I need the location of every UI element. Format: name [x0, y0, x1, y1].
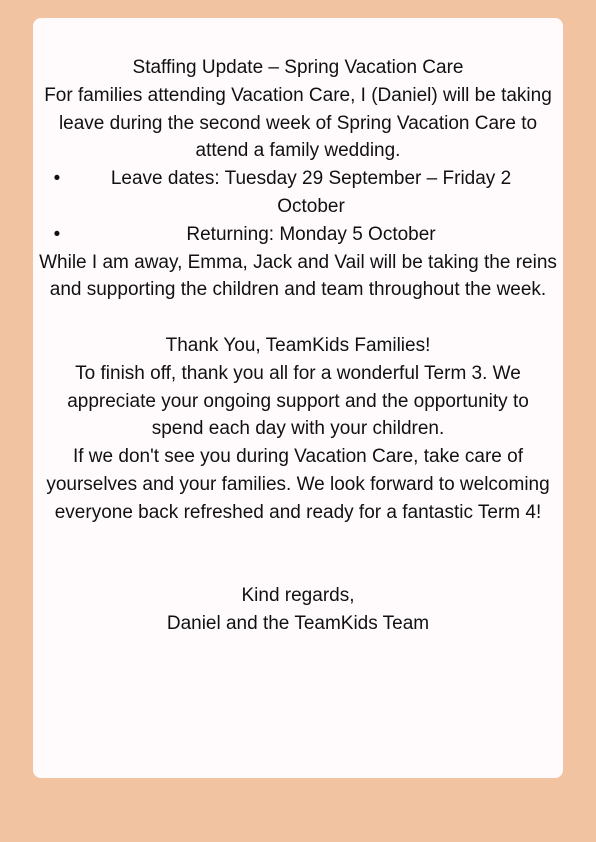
thanks-heading: Thank You, TeamKids Families!: [165, 334, 431, 356]
bullet-icon: •: [53, 168, 61, 190]
bullet-item-returning: [39, 221, 557, 249]
cover-staff-text: While I am away, Emma, Jack and Vail will be taking the reins and supporting the children and team throughout the week.: [39, 251, 557, 301]
thanks-body: To finish off, thank you all for a wonderful Term 3. We appreciate your ongoing support and the opportunity to spend each day with your children.: [67, 362, 529, 440]
bullet-icon: •: [53, 223, 61, 245]
signoff: Kind regards,: [241, 585, 355, 607]
staffing-intro: For families attending Vacation Care, I (Daniel) will be taking leave during the second week of Spring Vacation Care to attend a family wedding.: [44, 84, 552, 162]
spacer: [39, 304, 557, 332]
spacer: [39, 527, 557, 583]
closing-paragraph: If we don't see you during Vacation Care, take care of yourselves and your families. We look forward to welcoming everyone back refreshed and ready for a fantastic Term 4!: [46, 446, 550, 523]
bullet-item-leave-dates: [39, 165, 557, 221]
returning-text: Returning: Monday 5 October: [186, 223, 436, 245]
staffing-heading: Staffing Update – Spring Vacation Care: [132, 57, 464, 78]
signature: Daniel and the TeamKids Team: [166, 612, 430, 634]
newsletter-card: [33, 18, 563, 778]
newsletter-content: [33, 54, 563, 638]
leave-dates-text: Leave dates: Tuesday 29 September – Friday 2 October: [110, 168, 512, 217]
